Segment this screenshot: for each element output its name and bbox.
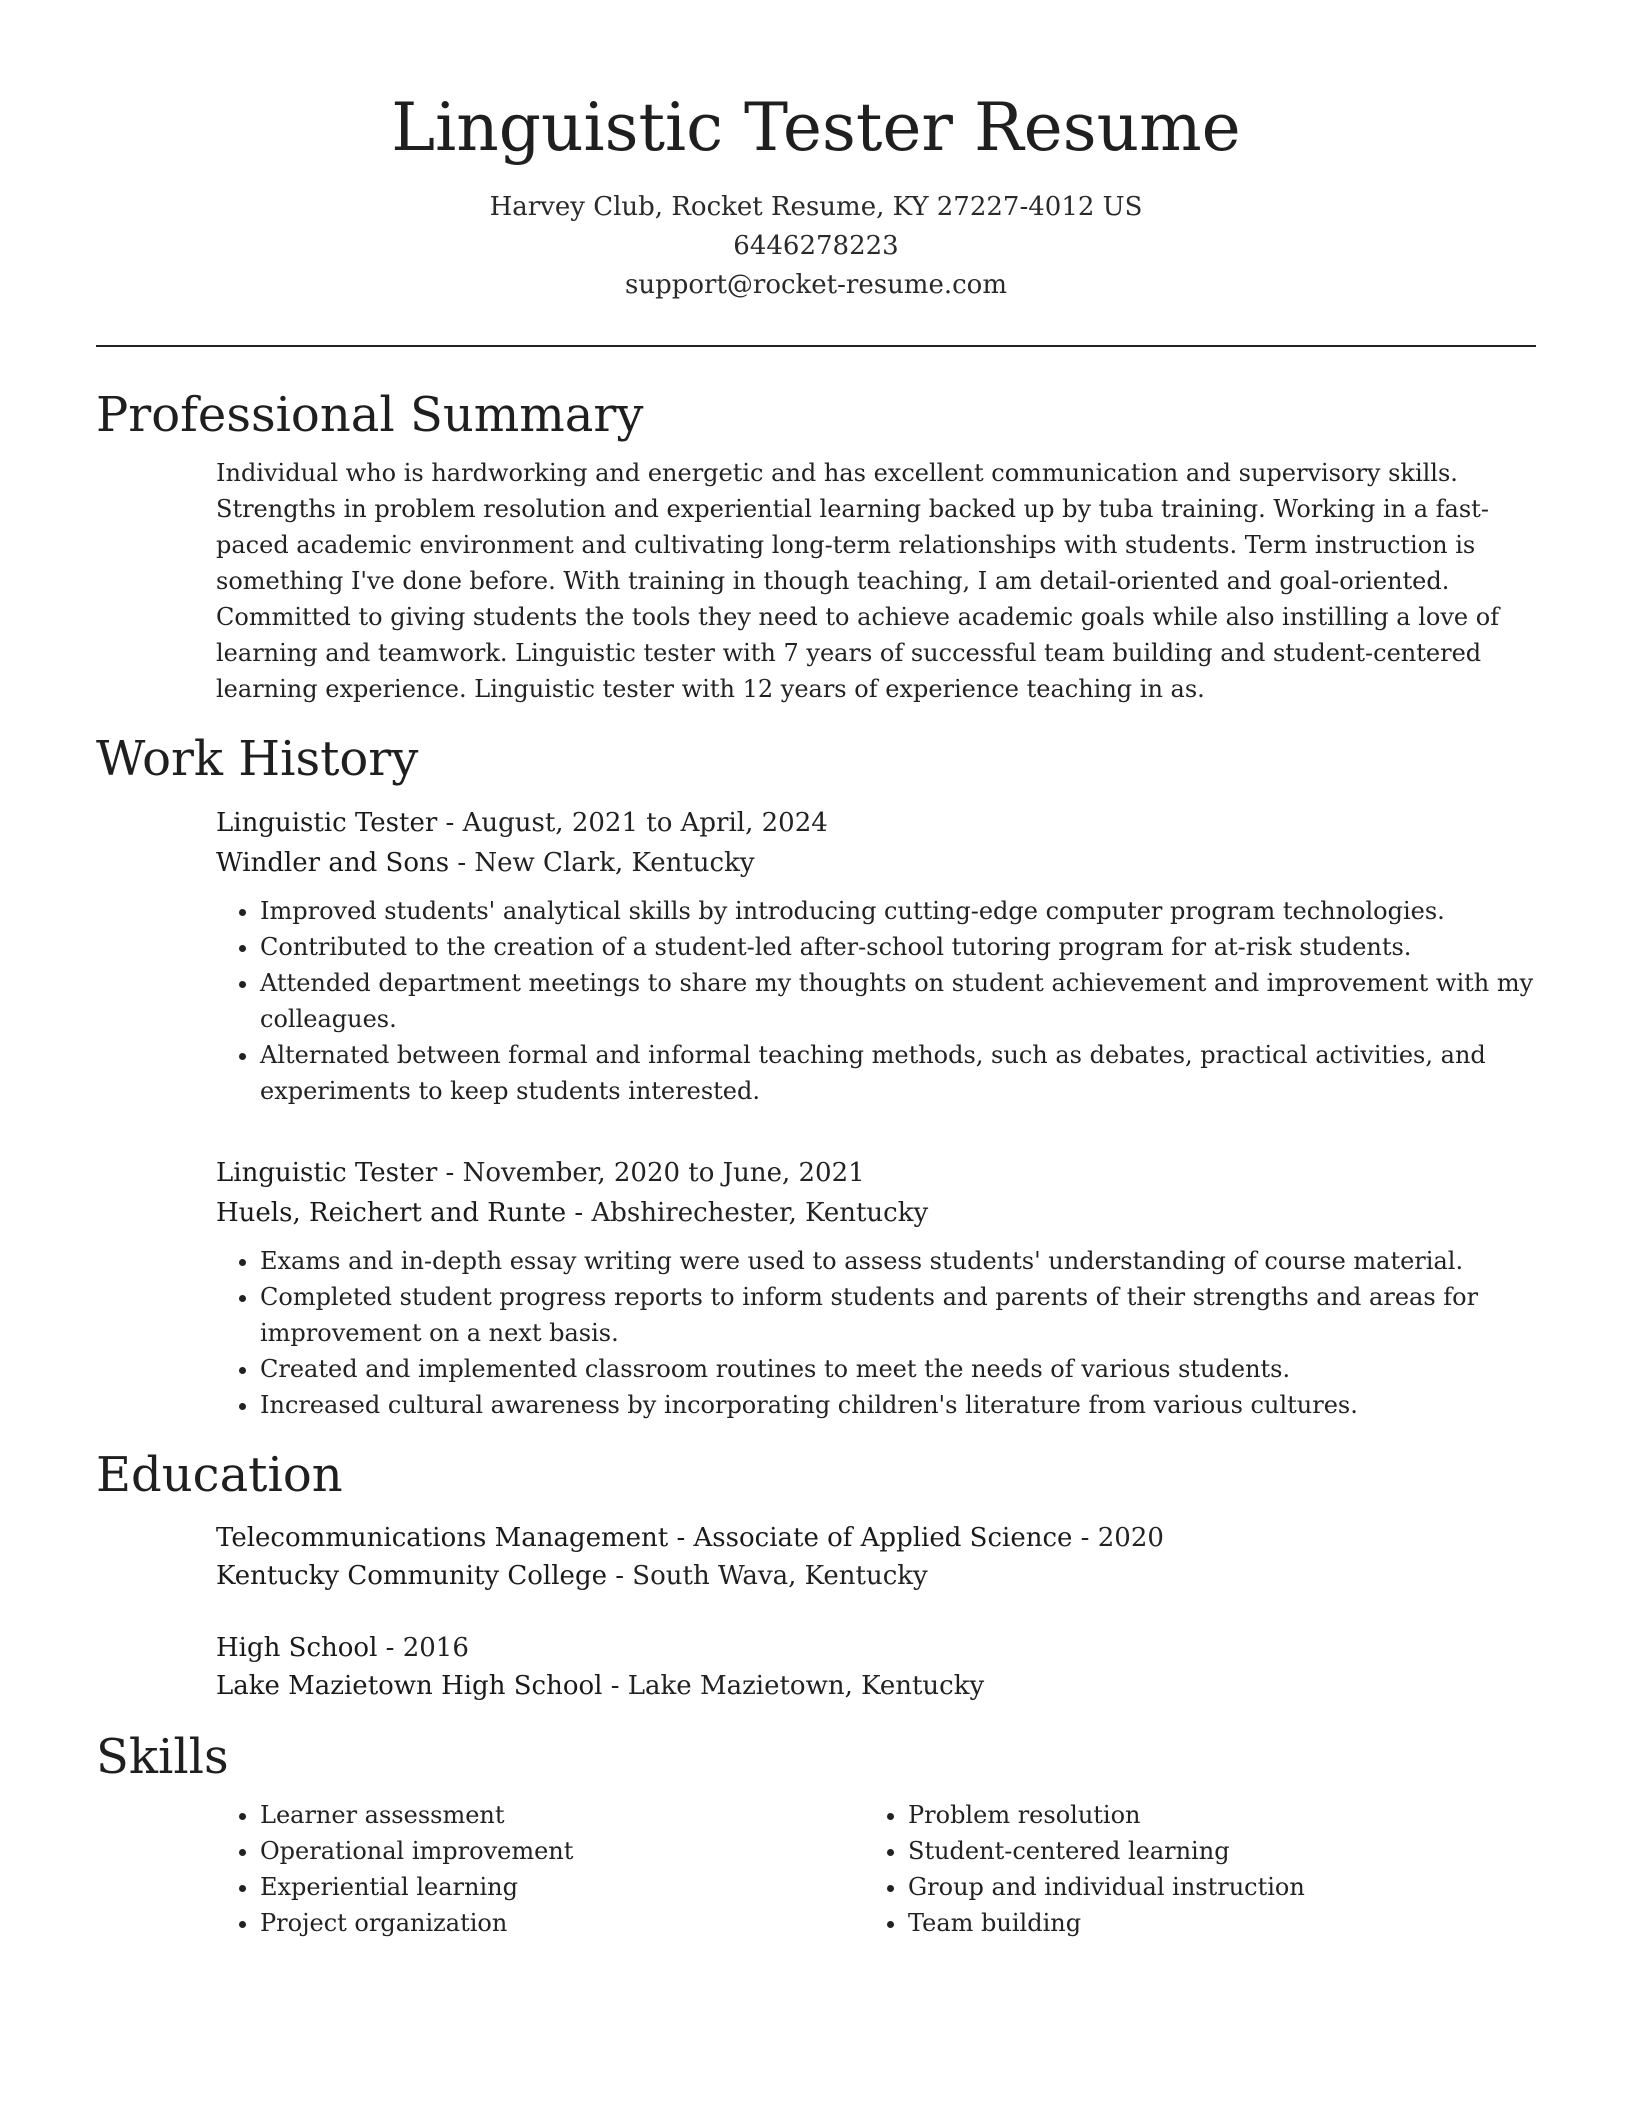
list-item: • Operational improvement [260, 1833, 864, 1869]
school-name: Lake Mazietown High School [216, 1671, 603, 1701]
summary-section [96, 385, 1536, 707]
job-entry [216, 803, 1536, 1109]
skills-column-right [864, 1797, 1512, 1941]
list-item: • Attended department meetings to share my thoughts on student achievement and improvement with my colleagues. [260, 965, 1536, 1037]
list-item: • Completed student progress reports to inform students and parents of their strengths and areas for improvement on a next basis. [260, 1279, 1536, 1351]
job-company-line [216, 843, 1536, 883]
job-bullets [216, 893, 1536, 1109]
degree-name: Telecommunications Management - Associate of Applied Science [216, 1523, 1073, 1553]
job-title-line [216, 1153, 1536, 1193]
job-company: Windler and Sons [216, 848, 450, 878]
degree-year: - 2016 [377, 1633, 469, 1663]
education-section [96, 1445, 1536, 1705]
address-text: Harvey Club, Rocket Resume, KY 27227-4012 US [489, 192, 1143, 222]
contact-block [96, 188, 1536, 305]
job-title-line [216, 803, 1536, 843]
list-item: • Team building [908, 1905, 1512, 1941]
degree-line [216, 1629, 1536, 1667]
list-item: • Experiential learning [260, 1869, 864, 1905]
list-item: • Group and individual instruction [908, 1869, 1512, 1905]
job-entry [216, 1153, 1536, 1423]
summary-text: Individual who is hardworking and energetic and has excellent communication and supervisory skills. Strengths in problem resolution and experiential learning backed up by tuba training. Working in a fast-paced academic environment and cultivating long-term relationships with students. Term instruction is something I've done before. With training in though teaching, I am detail-oriented and goal-oriented. Committed to giving students the tools they need to achieve academic goals while also instilling a love of learning and teamwork. Linguistic tester with 7 years of successful team building and student-centered learning experience. Linguistic tester with 12 years of experience teaching in as. [216, 459, 1500, 703]
resume-header [96, 0, 1536, 305]
header-divider [96, 345, 1536, 347]
job-company-line [216, 1193, 1536, 1233]
school-location: - South Wava, Kentucky [606, 1561, 928, 1591]
list-item: • Student-centered learning [908, 1833, 1512, 1869]
education-heading: Education [96, 1447, 343, 1503]
job-bullets [216, 1243, 1536, 1423]
list-item: • Created and implemented classroom routines to meet the needs of various students. [260, 1351, 1536, 1387]
education-entry [216, 1519, 1536, 1595]
email-text: support@rocket-resume.com [624, 270, 1007, 300]
job-dates: - August, 2021 to April, 2024 [437, 808, 828, 838]
school-name: Kentucky Community College [216, 1561, 607, 1591]
page-title: Linguistic Tester Resume [391, 89, 1241, 166]
education-entry [216, 1629, 1536, 1705]
summary-body [96, 455, 1536, 707]
job-location: - New Clark, Kentucky [449, 848, 755, 878]
degree-year: - 2020 [1072, 1523, 1164, 1553]
skills-body [96, 1797, 1536, 1941]
work-history-section [96, 729, 1536, 1423]
job-company: Huels, Reichert and Runte [216, 1198, 567, 1228]
school-line [216, 1667, 1536, 1705]
work-history-heading: Work History [96, 731, 419, 787]
list-item: • Project organization [260, 1905, 864, 1941]
job-location: - Abshirechester, Kentucky [566, 1198, 929, 1228]
list-item: • Contributed to the creation of a student-led after-school tutoring program for at-risk students. [260, 929, 1536, 965]
education-body [96, 1519, 1536, 1705]
list-item: • Increased cultural awareness by incorporating children's literature from various cultures. [260, 1387, 1536, 1423]
job-dates: - November, 2020 to June, 2021 [437, 1158, 865, 1188]
degree-line [216, 1519, 1536, 1557]
phone-text: 6446278223 [733, 231, 899, 261]
job-role: Linguistic Tester [216, 1158, 438, 1188]
work-history-body [96, 803, 1536, 1423]
job-role: Linguistic Tester [216, 808, 438, 838]
skills-heading: Skills [96, 1729, 229, 1785]
skills-column-left [216, 1797, 864, 1941]
skills-grid [216, 1797, 1536, 1941]
list-item: • Improved students' analytical skills by introducing cutting-edge computer program technologies. [260, 893, 1536, 929]
list-item: • Learner assessment [260, 1797, 864, 1833]
list-item: • Problem resolution [908, 1797, 1512, 1833]
school-line [216, 1557, 1536, 1595]
degree-name: High School [216, 1633, 378, 1663]
list-item: • Exams and in-depth essay writing were used to assess students' understanding of course material. [260, 1243, 1536, 1279]
list-item: • Alternated between formal and informal teaching methods, such as debates, practical activities, and experiments to keep students interested. [260, 1037, 1536, 1109]
skills-section [96, 1727, 1536, 1941]
summary-heading: Professional Summary [96, 387, 644, 443]
school-location: - Lake Mazietown, Kentucky [602, 1671, 985, 1701]
